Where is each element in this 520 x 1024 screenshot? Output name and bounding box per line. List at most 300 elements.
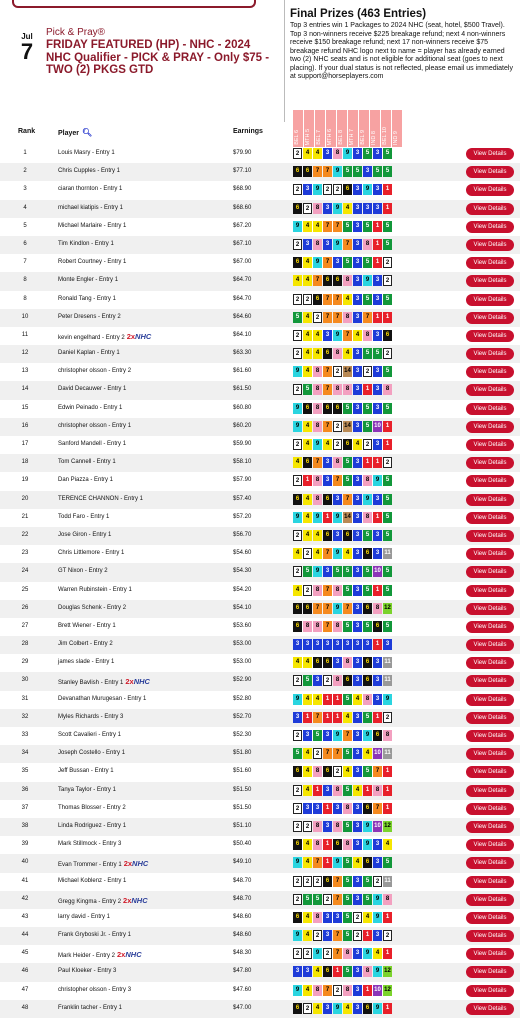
pick-cell: 1 <box>373 312 382 323</box>
rank-cell: 6 <box>23 240 27 247</box>
pick-cell: 10 <box>373 821 382 832</box>
pick-cell: 8 <box>313 421 322 432</box>
pick-cell: 2 <box>303 1003 312 1014</box>
pick-cell: 4 <box>303 930 312 941</box>
pick-cell: 3 <box>293 712 302 723</box>
view-details-button[interactable]: View Details <box>466 948 514 960</box>
player-name: christopher olsson - Entry 2 <box>58 368 132 375</box>
earnings-cell: $51.50 <box>233 804 252 811</box>
race-header-label: MTH 5 <box>305 128 311 145</box>
earnings-cell: $48.60 <box>233 932 252 939</box>
picks-strip <box>293 894 393 905</box>
earnings-cell: $57.20 <box>233 513 252 520</box>
earnings-cell: $50.40 <box>233 841 252 848</box>
pick-cell: 8 <box>373 603 382 614</box>
player-name: Thomas Blosser - Entry 2 <box>58 804 126 811</box>
header-divider <box>284 0 285 122</box>
player-name: Todd Faro - Entry 1 <box>58 513 110 520</box>
table-row <box>0 782 520 800</box>
earnings-cell: $51.80 <box>233 750 252 757</box>
search-icon[interactable]: 🔍︎ <box>82 128 93 137</box>
pick-cell: 4 <box>353 785 362 796</box>
player-cell <box>58 950 142 959</box>
pick-cell: 5 <box>363 766 372 777</box>
pick-cell: 8 <box>313 366 322 377</box>
pick-cell: 4 <box>343 712 352 723</box>
pick-cell: 6 <box>293 621 302 632</box>
pick-cell: 6 <box>293 839 302 850</box>
event-brand: Pick & Pray® <box>46 27 106 38</box>
pick-cell: 9 <box>333 603 342 614</box>
pick-cell: 1 <box>373 639 382 650</box>
view-details-button[interactable]: View Details <box>466 312 514 324</box>
view-details-button[interactable]: View Details <box>466 748 514 760</box>
earnings-cell: $63.30 <box>233 350 252 357</box>
rank-cell: 8 <box>23 277 27 284</box>
pick-cell: 7 <box>373 766 382 777</box>
pick-cell: 9 <box>363 948 372 959</box>
view-details-button[interactable]: View Details <box>466 239 514 251</box>
pick-cell: 4 <box>293 457 302 468</box>
view-details-button[interactable]: View Details <box>466 585 514 597</box>
player-name: Tom Cannell - Entry 1 <box>58 459 116 466</box>
pick-cell: 4 <box>343 548 352 559</box>
earnings-cell: $67.10 <box>233 240 252 247</box>
rank-cell: 8 <box>23 295 27 302</box>
pick-cell: 2 <box>293 675 302 686</box>
pick-cell: 4 <box>303 985 312 996</box>
pick-cell: 5 <box>373 166 382 177</box>
pick-cell: 2 <box>293 530 302 541</box>
pick-cell: 1 <box>383 948 392 959</box>
nhc-logo: 2xNHC <box>125 677 150 687</box>
player-cell <box>58 368 131 374</box>
race-header-label: BEL 9 <box>360 130 366 145</box>
picks-strip <box>293 912 393 923</box>
pick-cell: 9 <box>333 203 342 214</box>
pick-cell: 5 <box>343 585 352 596</box>
rank-cell: 12 <box>21 350 29 357</box>
pick-cell: 6 <box>323 403 332 414</box>
pick-cell: 5 <box>363 894 372 905</box>
pick-cell: 7 <box>313 275 322 286</box>
rank-cell: 3 <box>23 186 27 193</box>
pick-cell: 14 <box>343 421 352 432</box>
view-details-button[interactable]: View Details <box>466 639 514 651</box>
picks-strip <box>293 457 393 468</box>
view-details-button[interactable]: View Details <box>466 166 514 178</box>
pick-cell: 3 <box>333 494 342 505</box>
view-details-button[interactable]: View Details <box>466 403 514 415</box>
pick-cell: 3 <box>353 839 362 850</box>
table-row <box>0 873 520 891</box>
pick-cell: 8 <box>333 148 342 159</box>
player-cell <box>58 641 113 647</box>
pick-cell: 9 <box>293 857 302 868</box>
earnings-cell: $52.70 <box>233 713 252 720</box>
picks-strip <box>293 148 393 159</box>
pick-cell: 8 <box>313 403 322 414</box>
view-details-button[interactable]: View Details <box>466 275 514 287</box>
view-details-button[interactable]: View Details <box>466 712 514 724</box>
player-name: GT Nixon - Entry 2 <box>58 568 108 575</box>
pick-cell: 3 <box>373 275 382 286</box>
pick-cell: 8 <box>343 657 352 668</box>
view-details-button[interactable]: View Details <box>466 603 514 615</box>
rank-cell: 41 <box>21 877 29 884</box>
pick-cell: 4 <box>303 221 312 232</box>
pick-cell: 3 <box>353 985 362 996</box>
pick-cell: 3 <box>353 712 362 723</box>
view-details-button[interactable]: View Details <box>466 839 514 851</box>
pick-cell: 9 <box>343 148 352 159</box>
pick-cell: 3 <box>373 839 382 850</box>
view-details-button[interactable]: View Details <box>466 821 514 833</box>
pick-cell: 3 <box>303 966 312 977</box>
view-details-button[interactable]: View Details <box>466 894 514 906</box>
pick-cell: 2 <box>313 930 322 941</box>
pick-cell: 4 <box>303 530 312 541</box>
pick-cell: 4 <box>343 766 352 777</box>
player-name: Evan Trommer - Entry 1 <box>58 862 122 869</box>
race-header-label: IND 9 <box>393 130 399 145</box>
player-name: kevin engelhard - Entry 2 <box>58 334 125 341</box>
rank-cell: 40 <box>21 859 29 866</box>
pick-cell: 11 <box>383 548 392 559</box>
pick-cell: 6 <box>363 548 372 559</box>
table-row <box>0 200 520 218</box>
view-details-button[interactable]: View Details <box>466 475 514 487</box>
table-row <box>0 545 520 563</box>
pick-cell: 7 <box>313 712 322 723</box>
pick-cell: 3 <box>303 730 312 741</box>
pick-cell: 3 <box>373 548 382 559</box>
pick-cell: 8 <box>313 821 322 832</box>
view-details-button[interactable]: View Details <box>466 530 514 542</box>
view-details-button[interactable]: View Details <box>466 221 514 233</box>
picks-strip <box>293 475 393 486</box>
race-header <box>381 110 392 147</box>
view-details-button[interactable]: View Details <box>466 512 514 524</box>
picks-strip <box>293 639 393 650</box>
pick-cell: 1 <box>363 985 372 996</box>
picks-strip <box>293 785 393 796</box>
view-details-button[interactable]: View Details <box>466 184 514 196</box>
pick-cell: 3 <box>353 421 362 432</box>
player-name: Peter Dresens - Entry 2 <box>58 313 121 320</box>
pick-cell: 8 <box>313 912 322 923</box>
pick-cell: 3 <box>323 785 332 796</box>
pick-cell: 8 <box>383 730 392 741</box>
view-details-button[interactable]: View Details <box>466 657 514 669</box>
earnings-cell: $53.60 <box>233 622 252 629</box>
view-details-button[interactable]: View Details <box>466 930 514 942</box>
picks-strip <box>293 494 393 505</box>
earnings-cell: $47.00 <box>233 1004 252 1011</box>
pick-cell: 5 <box>333 566 342 577</box>
race-header-label: BEL 8 <box>338 130 344 145</box>
pick-cell: 3 <box>373 294 382 305</box>
player-cell <box>58 896 148 905</box>
pick-cell: 4 <box>313 548 322 559</box>
rank-cell: 44 <box>21 932 29 939</box>
rank-cell: 46 <box>21 968 29 975</box>
pick-cell: 5 <box>383 530 392 541</box>
earnings-cell: $52.30 <box>233 732 252 738</box>
view-details-button[interactable]: View Details <box>466 439 514 451</box>
picks-strip <box>293 748 393 759</box>
view-details-button[interactable]: View Details <box>466 203 514 215</box>
pick-cell: 4 <box>313 148 322 159</box>
view-details-button[interactable]: View Details <box>466 294 514 306</box>
pick-cell: 4 <box>363 748 372 759</box>
view-details-button[interactable]: View Details <box>466 548 514 560</box>
pick-cell: 1 <box>373 257 382 268</box>
pick-cell: 5 <box>383 857 392 868</box>
player-cell <box>58 477 113 483</box>
pick-cell: 5 <box>343 475 352 486</box>
earnings-cell: $61.50 <box>233 386 252 393</box>
pick-cell: 5 <box>293 312 302 323</box>
rank-cell: 43 <box>21 913 29 920</box>
pick-cell: 3 <box>353 148 362 159</box>
pick-cell: 8 <box>363 512 372 523</box>
pick-cell: 9 <box>363 494 372 505</box>
view-details-button[interactable]: View Details <box>466 384 514 396</box>
pick-cell: 1 <box>323 712 332 723</box>
pick-cell: 3 <box>353 675 362 686</box>
picks-strip <box>293 821 393 832</box>
player-cell <box>58 223 126 229</box>
table-row <box>0 945 520 963</box>
pick-cell: 3 <box>353 585 362 596</box>
pick-cell: 3 <box>323 639 332 650</box>
table-row <box>0 891 520 909</box>
player-cell <box>58 805 126 811</box>
player-cell <box>58 914 110 920</box>
rank-cell: 11 <box>21 331 29 338</box>
pick-cell: 3 <box>323 203 332 214</box>
picks-strip <box>293 966 393 977</box>
nhc-logo: 2xNHC <box>123 859 149 869</box>
view-details-button[interactable]: View Details <box>466 348 514 360</box>
pick-cell: 4 <box>303 148 312 159</box>
pick-cell: 2 <box>383 930 392 941</box>
pick-cell: 2 <box>383 457 392 468</box>
view-details-button[interactable]: View Details <box>466 730 514 742</box>
pick-cell: 9 <box>313 184 322 195</box>
pick-cell: 3 <box>373 930 382 941</box>
earnings-cell: $52.90 <box>233 677 252 684</box>
pick-cell: 6 <box>323 494 332 505</box>
race-header <box>370 110 381 147</box>
picks-strip <box>293 221 393 232</box>
pick-cell: 9 <box>363 275 372 286</box>
player-header[interactable] <box>58 128 92 137</box>
earnings-cell: $53.00 <box>233 641 252 648</box>
rank-cell: 30 <box>21 677 29 684</box>
pick-cell: 7 <box>333 475 342 486</box>
pick-cell: 3 <box>323 1003 332 1014</box>
view-details-button[interactable]: View Details <box>466 421 514 433</box>
view-details-button[interactable]: View Details <box>466 1003 514 1015</box>
picks-strip <box>293 239 393 250</box>
pick-cell: 1 <box>373 457 382 468</box>
pick-cell: 7 <box>343 494 352 505</box>
pick-cell: 5 <box>383 621 392 632</box>
pick-cell: 5 <box>343 912 352 923</box>
pick-cell: 3 <box>353 566 362 577</box>
pick-cell: 6 <box>343 530 352 541</box>
view-details-button[interactable]: View Details <box>466 675 514 687</box>
player-name: TERENCE CHANNON - Entry 1 <box>58 495 144 502</box>
pick-cell: 1 <box>373 239 382 250</box>
player-cell <box>58 859 148 868</box>
pick-cell: 3 <box>353 766 362 777</box>
earnings-cell: $49.10 <box>233 859 252 866</box>
player-name: Frank Gryboski Jr. - Entry 1 <box>58 932 132 939</box>
pick-cell: 6 <box>323 275 332 286</box>
view-details-button[interactable]: View Details <box>466 785 514 797</box>
pick-cell: 8 <box>313 585 322 596</box>
pick-cell: 5 <box>343 966 352 977</box>
pick-cell: 6 <box>293 203 302 214</box>
picks-strip <box>293 257 393 268</box>
pick-cell: 4 <box>303 766 312 777</box>
pick-cell: 1 <box>363 785 372 796</box>
view-details-button[interactable]: View Details <box>466 912 514 924</box>
pick-cell: 1 <box>323 694 332 705</box>
race-header-label: MTH 6 <box>327 128 333 145</box>
table-row <box>0 327 520 345</box>
view-details-button[interactable]: View Details <box>466 694 514 706</box>
earnings-cell: $64.60 <box>233 313 252 320</box>
pick-cell: 1 <box>383 912 392 923</box>
pick-cell: 3 <box>363 639 372 650</box>
rank-cell: 29 <box>21 659 29 666</box>
pick-cell: 3 <box>343 639 352 650</box>
view-details-button[interactable]: View Details <box>466 985 514 997</box>
view-details-button[interactable]: View Details <box>466 457 514 469</box>
player-cell <box>58 1005 122 1011</box>
view-details-button[interactable]: View Details <box>466 494 514 506</box>
player-cell <box>58 696 146 702</box>
earnings-cell: $60.80 <box>233 404 252 411</box>
race-header <box>293 110 304 147</box>
pick-cell: 8 <box>363 694 372 705</box>
pick-cell: 2 <box>313 312 322 323</box>
pick-cell: 3 <box>353 366 362 377</box>
earnings-cell: $68.60 <box>233 204 252 211</box>
pick-cell: 5 <box>363 421 372 432</box>
view-details-button[interactable]: View Details <box>466 876 514 888</box>
pick-cell: 4 <box>313 1003 322 1014</box>
view-details-button[interactable]: View Details <box>466 621 514 633</box>
picks-strip <box>293 548 393 559</box>
pick-cell: 1 <box>323 803 332 814</box>
player-cell <box>58 205 123 211</box>
pick-cell: 3 <box>373 184 382 195</box>
view-details-button[interactable]: View Details <box>466 148 514 160</box>
pick-cell: 4 <box>303 857 312 868</box>
pick-cell: 3 <box>353 257 362 268</box>
earnings-cell: $67.00 <box>233 259 252 266</box>
pick-cell: 9 <box>313 948 322 959</box>
rank-cell: 24 <box>21 568 29 575</box>
pick-cell: 3 <box>373 366 382 377</box>
pick-cell: 7 <box>333 948 342 959</box>
pick-cell: 3 <box>353 494 362 505</box>
view-details-button[interactable]: View Details <box>466 766 514 778</box>
pick-cell: 5 <box>293 748 302 759</box>
pick-cell: 2 <box>293 566 302 577</box>
player-cell <box>58 768 114 774</box>
player-cell <box>58 532 111 538</box>
pick-cell: 5 <box>383 512 392 523</box>
earnings-cell: $48.70 <box>233 877 252 884</box>
pick-cell: 12 <box>383 603 392 614</box>
pick-cell: 7 <box>323 294 332 305</box>
player-name: Douglas Schenk - Entry 2 <box>58 604 127 611</box>
race-header <box>315 110 326 147</box>
view-details-button[interactable]: View Details <box>466 566 514 578</box>
player-cell <box>58 459 116 465</box>
table-row <box>0 636 520 654</box>
pick-cell: 7 <box>323 221 332 232</box>
earnings-cell: $54.60 <box>233 550 252 557</box>
earnings-cell: $58.10 <box>233 459 252 466</box>
pick-cell: 3 <box>323 821 332 832</box>
pick-cell: 8 <box>343 312 352 323</box>
player-cell <box>58 932 131 938</box>
table-row <box>0 672 520 690</box>
pick-cell: 6 <box>323 530 332 541</box>
pick-cell: 4 <box>343 203 352 214</box>
pick-cell: 8 <box>343 985 352 996</box>
player-cell <box>58 259 126 265</box>
picks-strip <box>293 421 393 432</box>
pick-cell: 9 <box>293 930 302 941</box>
pick-cell: 6 <box>303 603 312 614</box>
rank-cell: 16 <box>21 422 29 429</box>
pick-cell: 5 <box>383 166 392 177</box>
player-cell <box>58 732 121 738</box>
pick-cell: 3 <box>373 857 382 868</box>
pick-cell: 5 <box>383 494 392 505</box>
pick-cell: 2 <box>353 912 362 923</box>
player-cell <box>58 550 124 556</box>
pick-cell: 2 <box>383 257 392 268</box>
pick-cell: 3 <box>383 639 392 650</box>
rank-cell: 19 <box>21 477 29 484</box>
player-cell <box>58 150 115 156</box>
table-row <box>0 745 520 763</box>
pick-cell: 1 <box>373 221 382 232</box>
pick-cell: 9 <box>313 512 322 523</box>
view-details-button[interactable]: View Details <box>466 330 514 342</box>
view-details-button[interactable]: View Details <box>466 966 514 978</box>
view-details-button[interactable]: View Details <box>466 803 514 815</box>
player-cell <box>58 186 122 192</box>
pick-cell: 2 <box>383 348 392 359</box>
view-details-button[interactable]: View Details <box>466 857 514 869</box>
pick-cell: 9 <box>333 239 342 250</box>
pick-cell: 2 <box>293 730 302 741</box>
pick-cell: 5 <box>343 857 352 868</box>
view-details-button[interactable]: View Details <box>466 257 514 269</box>
view-details-button[interactable]: View Details <box>466 366 514 378</box>
pick-cell: 1 <box>383 184 392 195</box>
